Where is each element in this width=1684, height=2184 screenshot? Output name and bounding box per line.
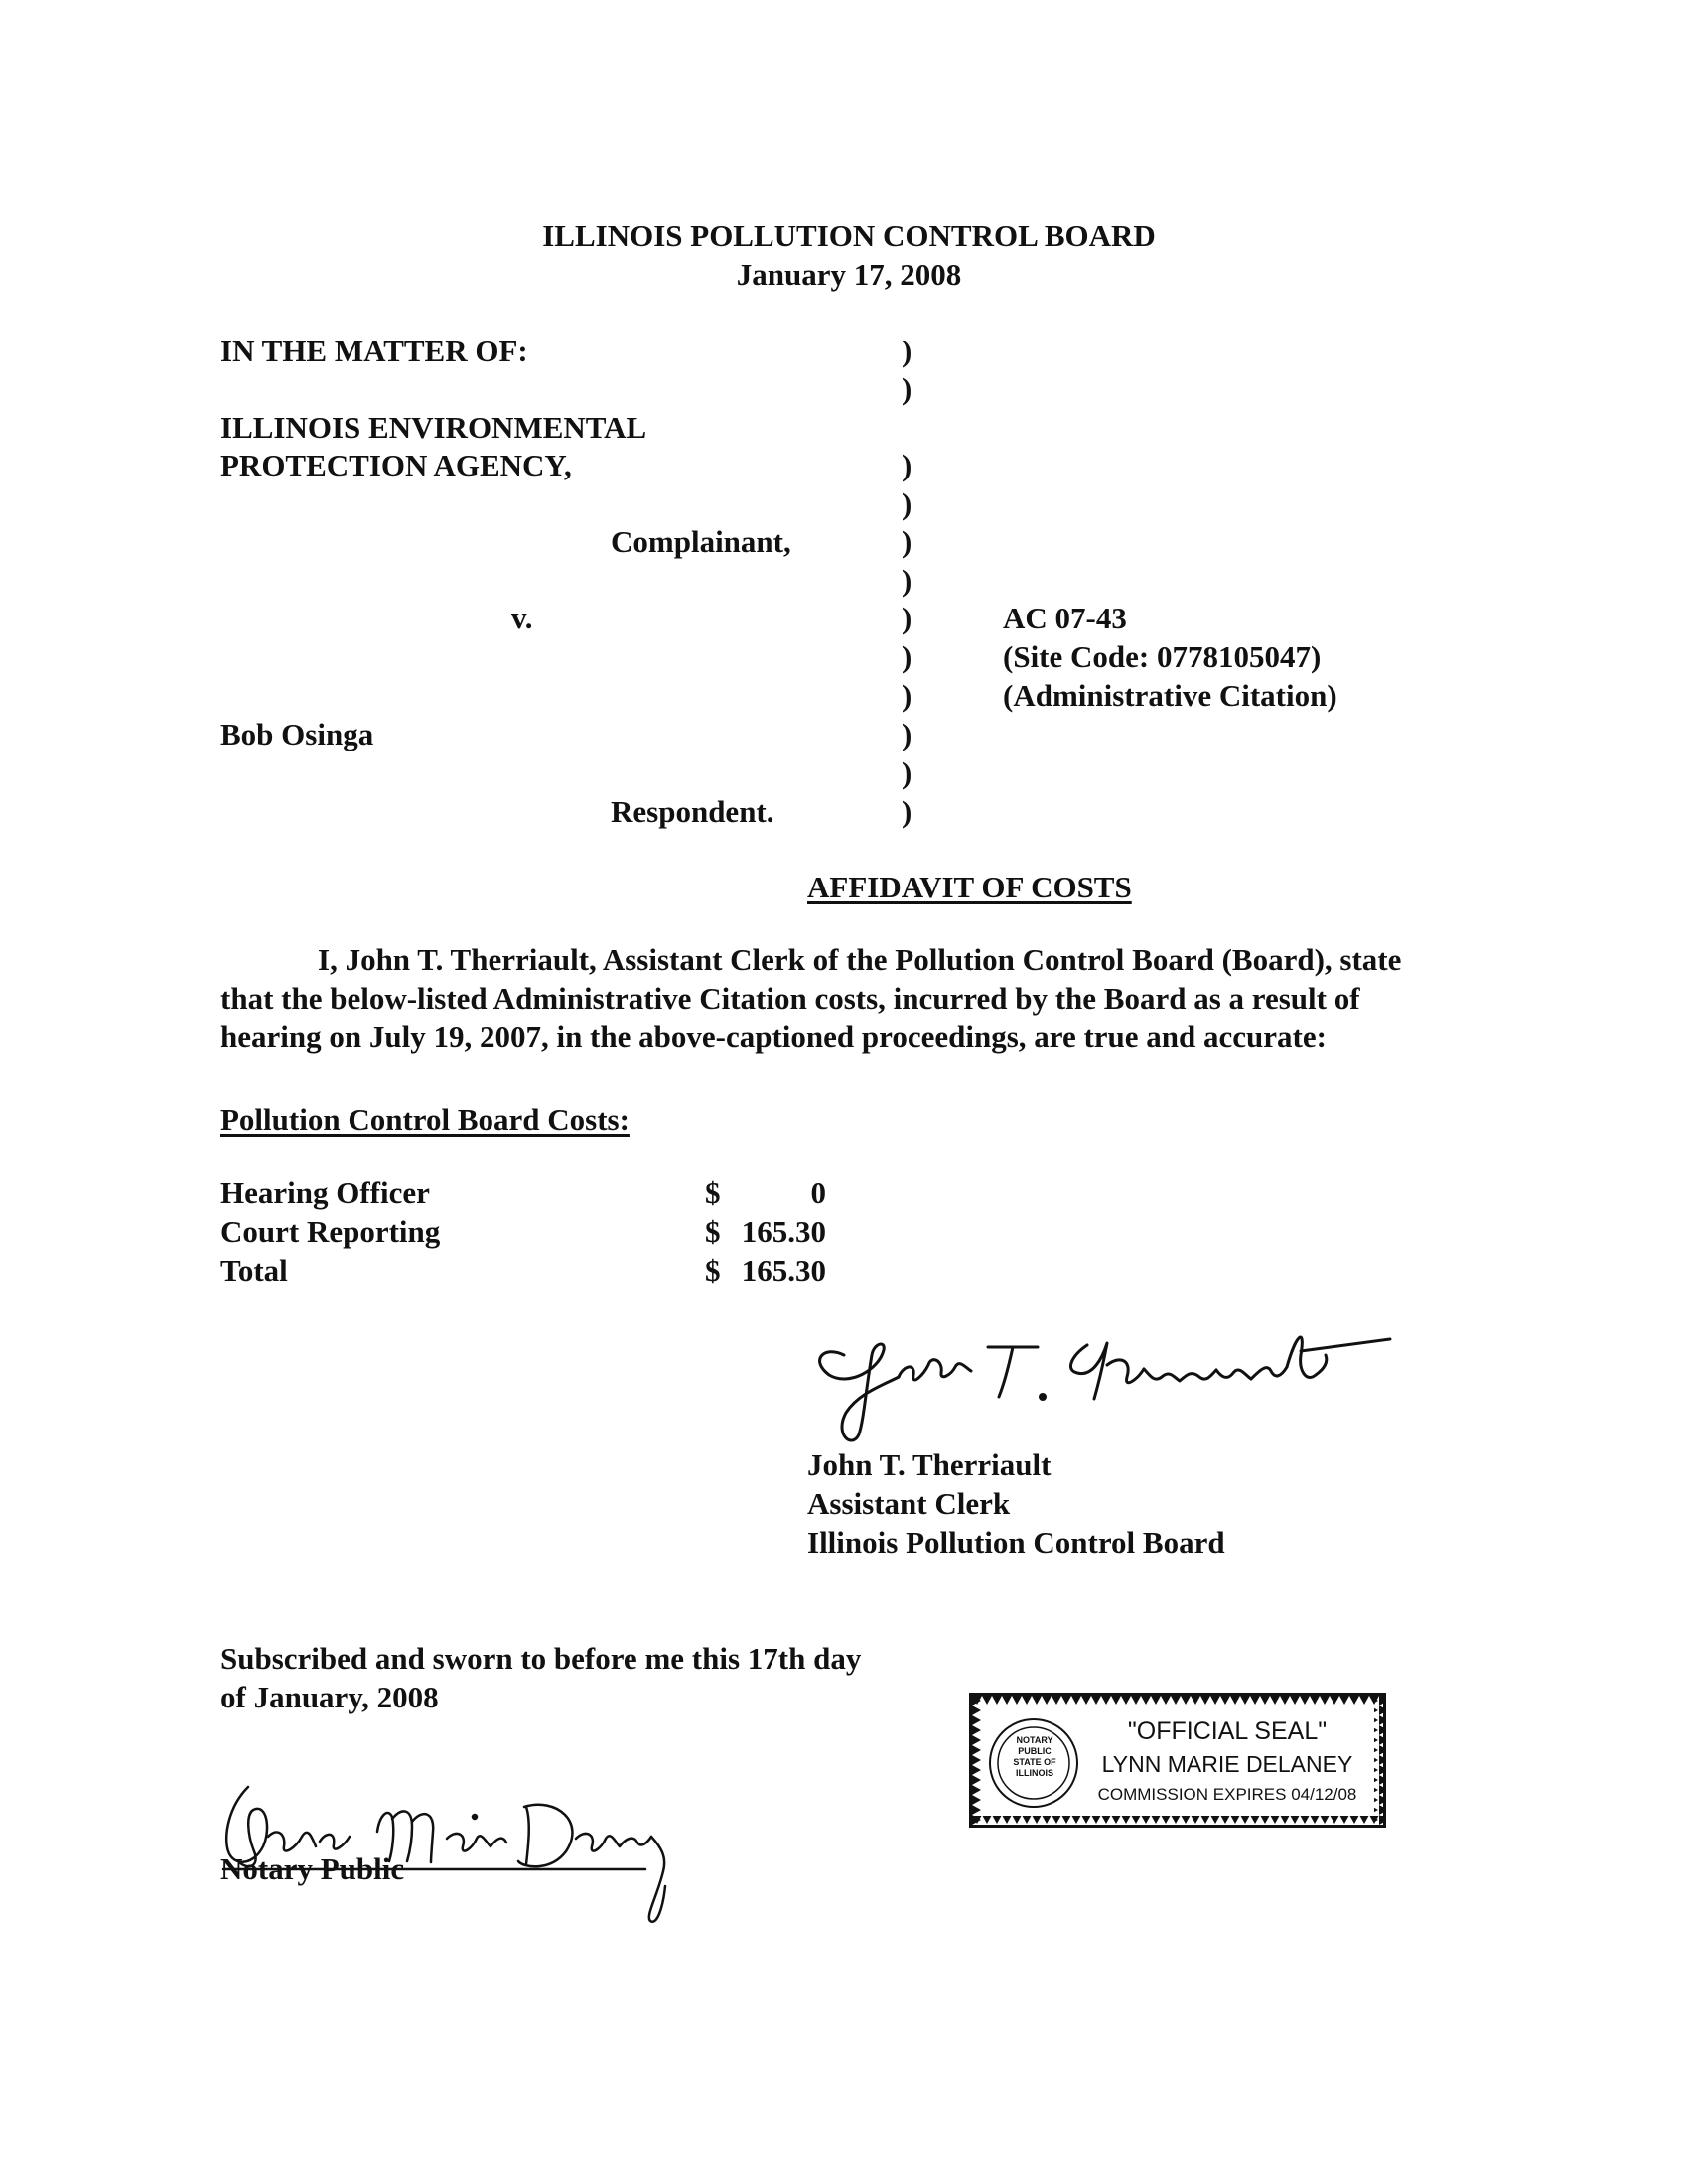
jurat-line2: of January, 2008 <box>220 1680 439 1714</box>
cost-amount-total: 165.30 <box>741 1253 826 1288</box>
seal-emblem-line: PUBLIC <box>1018 1746 1052 1756</box>
seal-notary-name: LYNN MARIE DELANEY <box>1101 1751 1353 1777</box>
affidavit-heading: AFFIDAVIT OF COSTS <box>807 870 1132 904</box>
clerk-signature <box>804 1315 1440 1444</box>
complainant-name-line2: PROTECTION AGENCY, <box>220 448 572 482</box>
costs-heading: Pollution Control Board Costs: <box>220 1102 630 1137</box>
caption-paren: ) <box>902 486 912 521</box>
caption-paren: ) <box>902 678 912 713</box>
caption-paren: ) <box>902 563 912 598</box>
caption-paren: ) <box>902 755 912 790</box>
cost-label-hearing-officer: Hearing Officer <box>220 1175 430 1210</box>
caption-paren: ) <box>902 601 912 635</box>
respondent-name: Bob Osinga <box>220 717 374 751</box>
signer-title: Assistant Clerk <box>807 1486 1011 1521</box>
seal-emblem <box>1002 1735 1067 1779</box>
seal-emblem-line: NOTARY <box>1016 1735 1053 1745</box>
cost-currency: $ <box>705 1253 721 1288</box>
board-title: ILLINOIS POLLUTION CONTROL BOARD <box>542 218 1156 253</box>
matter-label: IN THE MATTER OF: <box>220 334 528 368</box>
complainant-role: Complainant, <box>611 524 791 559</box>
notary-label: Notary Public <box>220 1851 405 1886</box>
case-number: AC 07-43 <box>1003 601 1127 635</box>
jurat-line1: Subscribed and sworn to before me this 17th day <box>220 1641 862 1676</box>
cost-label-court-reporting: Court Reporting <box>220 1214 441 1249</box>
seal-emblem-line: STATE OF <box>1013 1757 1056 1767</box>
caption-paren: ) <box>902 794 912 829</box>
caption-paren: ) <box>902 524 912 559</box>
cost-currency: $ <box>705 1214 721 1249</box>
affidavit-line: hearing on July 19, 2007, in the above-captioned proceedings, are true and accurate: <box>220 1020 1327 1054</box>
signer-organization: Illinois Pollution Control Board <box>807 1525 1225 1560</box>
versus: v. <box>511 601 533 635</box>
caption-paren: ) <box>902 334 912 368</box>
signer-name: John T. Therriault <box>807 1447 1052 1482</box>
document-date: January 17, 2008 <box>736 257 962 292</box>
case-type: (Administrative Citation) <box>1003 678 1337 713</box>
caption-paren: ) <box>902 371 912 406</box>
cost-currency: $ <box>705 1175 721 1210</box>
seal-commission: COMMISSION EXPIRES 04/12/08 <box>1097 1785 1357 1804</box>
affidavit-body <box>220 940 1491 1056</box>
affidavit-line: I, John T. Therriault, Assistant Clerk of the Pollution Control Board (Board), state <box>318 942 1402 977</box>
complainant-name-line1: ILLINOIS ENVIRONMENTAL <box>220 410 647 445</box>
seal-title: "OFFICIAL SEAL" <box>1127 1717 1328 1745</box>
affidavit-line: that the below-listed Administrative Citation costs, incurred by the Board as a result of <box>220 981 1360 1016</box>
caption-paren: ) <box>902 448 912 482</box>
site-code: (Site Code: 0778105047) <box>1003 639 1322 674</box>
cost-amount-court-reporting: 165.30 <box>741 1214 826 1249</box>
cost-amount-hearing-officer: 0 <box>810 1175 826 1210</box>
official-seal-stamp <box>969 1693 1386 1828</box>
seal-emblem-line: ILLINOIS <box>1016 1768 1053 1778</box>
respondent-role: Respondent. <box>611 794 774 829</box>
caption-paren: ) <box>902 717 912 751</box>
caption-paren: ) <box>902 639 912 674</box>
cost-label-total: Total <box>220 1253 288 1288</box>
